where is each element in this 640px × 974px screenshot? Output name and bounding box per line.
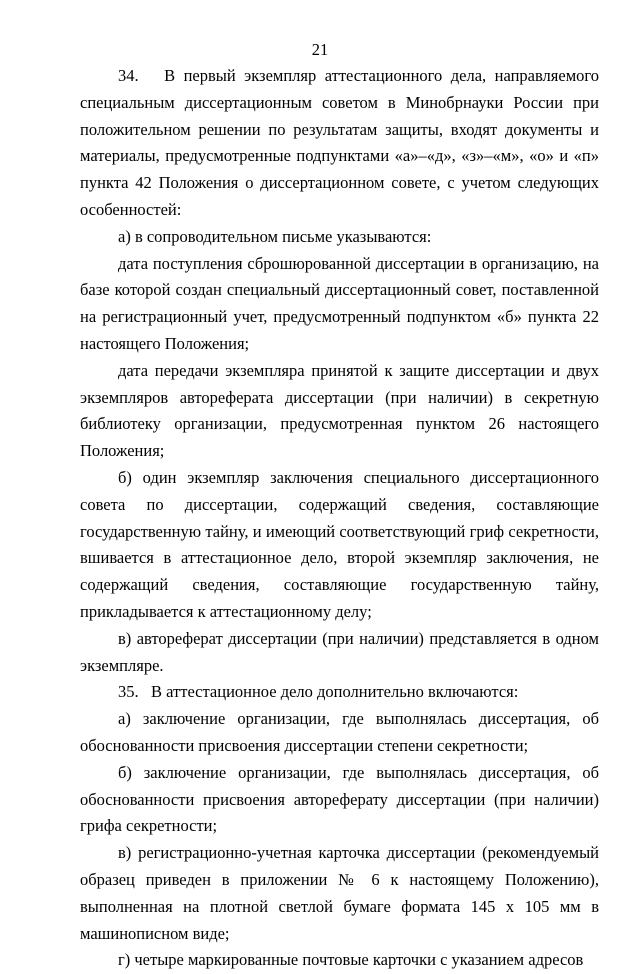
paragraph-34-v: в) автореферат диссертации (при наличии) представляется в одном экземпляре.	[80, 628, 599, 675]
paragraph-34-b: б) один экземпляр заключения специального диссертационного совета по диссертации, содержащий сведения, составляющие государственную тайну, и имеющий соответствующий гриф секретности, вшивается в аттестационное дело, второй экземпляр заключения, не содержащий сведения, составляющие государственную тайну, прикладывается к аттестационному делу;	[80, 467, 599, 621]
document-body	[80, 63, 599, 974]
paragraph-35-v: в) регистрационно-учетная карточка диссертации (рекомендуемый образец приведен в приложении № 6 к настоящему Положению), выполненная на плотной светлой бумаге формата 145 x 105 мм в машинописном виде;	[80, 843, 599, 943]
paragraph-34-intro: 34. В первый экземпляр аттестационного дела, направляемого специальным диссертационным советом в Минобрнауки России при положительном решении по результатам защиты, входят документы и материалы, предусмотренные подпунктами «а»–«д», «з»–«м», «о» и «п» пункта 42 Положения о диссертационном совете, с учетом следующих особенностей:	[80, 66, 599, 219]
paragraph-35-g: г) четыре маркированные почтовые карточки с указанием адресов	[118, 950, 584, 970]
paragraph-35-a: а) заключение организации, где выполнялась диссертация, об обоснованности присвоения диссертации степени секретности;	[80, 709, 599, 755]
paragraph-34-a-date-transfer: дата передачи экземпляра принятой к защите диссертации и двух экземпляров автореферата диссертации (при наличии) в секретную библиотеку организации, предусмотренная пунктом 26 настоящего Положения;	[80, 360, 599, 461]
paragraph-35-b: б) заключение организации, где выполнялась диссертация, об обоснованности присвоения автореферату диссертации (при наличии) грифа секретности;	[80, 762, 599, 836]
page-number: 21	[311, 40, 329, 59]
paragraph-34-a: а) в сопроводительном письме указываются:	[118, 226, 432, 246]
paragraph-35-intro: 35. В аттестационное дело дополнительно включаются:	[118, 682, 519, 702]
paragraph-34-a-date-receipt: дата поступления сброшюрованной диссертации в организацию, на базе которой создан специальный диссертационный совет, поставленной на регистрационный учет, предусмотренный подпунктом «б» пункта 22 настоящего Положения;	[80, 253, 599, 353]
